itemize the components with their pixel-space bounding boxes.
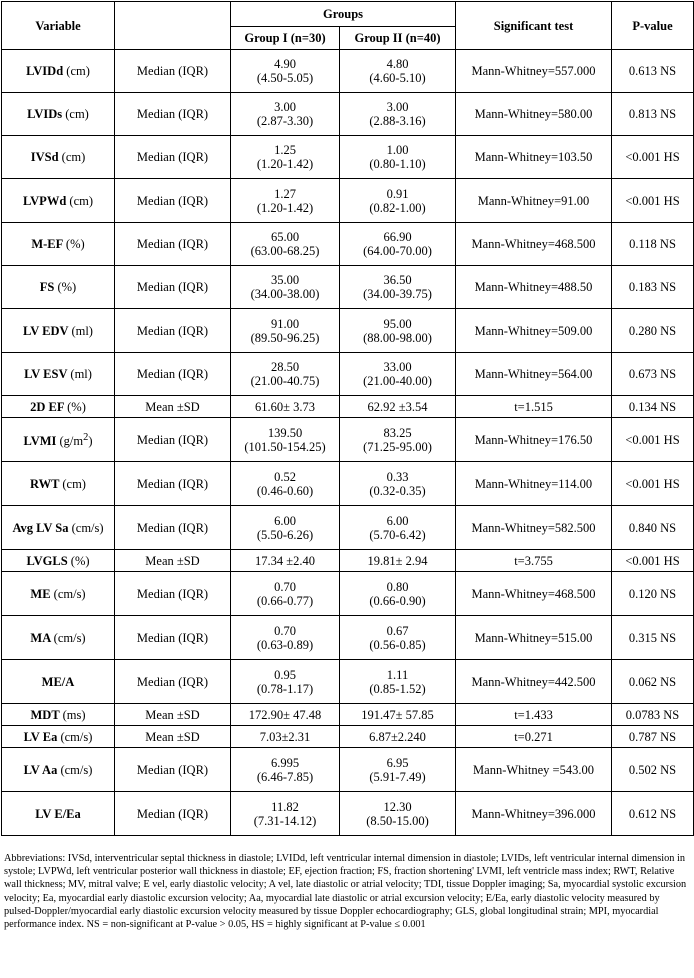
variable-cell (2, 550, 115, 572)
variable-name: LV EDV (23, 323, 69, 338)
p-value-cell: 0.813 NS (612, 93, 694, 136)
table-row (2, 50, 694, 93)
variable-unit: (cm) (69, 193, 94, 208)
test-cell: Mann-Whitney=582.500 (456, 506, 612, 550)
group-2-cell: 19.81± 2.94 (340, 550, 456, 572)
variable-name: LVIDs (27, 107, 63, 121)
group-2-cell: 3.00 (2.88-3.16) (340, 93, 456, 136)
p-value-cell: 0.840 NS (612, 506, 694, 550)
variable-name: FS (39, 280, 55, 294)
variable-name: ME (30, 586, 51, 601)
variable-unit: (cm/s) (53, 586, 86, 601)
table-row (2, 704, 694, 726)
p-value-cell: 0.787 NS (612, 726, 694, 748)
variable-cell (2, 136, 115, 179)
test-cell: Mann-Whitney=515.00 (456, 616, 612, 660)
table-row (2, 266, 694, 309)
header-statistic (115, 2, 231, 50)
p-value-cell: 0.134 NS (612, 396, 694, 418)
variable-cell (2, 506, 115, 550)
variable-name: RWT (30, 476, 60, 491)
table-row (2, 462, 694, 506)
variable-name: LV E/Ea (35, 806, 81, 821)
group-1-cell: 28.50 (21.00-40.75) (231, 353, 340, 396)
p-value-cell: <0.001 HS (612, 418, 694, 462)
variable-unit: (ml) (70, 367, 92, 381)
variable-unit: $(g/m^2)$ (59, 431, 93, 449)
variable-cell (2, 179, 115, 223)
test-cell: Mann-Whitney=103.50 (456, 136, 612, 179)
table-row (2, 309, 694, 353)
variable-cell (2, 660, 115, 704)
statistic-cell: Median (IQR) (115, 93, 231, 136)
group-1-cell: 0.95 (0.78-1.17) (231, 660, 340, 704)
group-2-cell: 0.80 (0.66-0.90) (340, 572, 456, 616)
statistic-cell: Median (IQR) (115, 50, 231, 93)
test-cell: Mann-Whitney=468.500 (456, 223, 612, 266)
table-row (2, 550, 694, 572)
variable-name: LV ESV (24, 367, 68, 381)
variable-cell (2, 726, 115, 748)
test-cell: t=1.433 (456, 704, 612, 726)
test-cell: Mann-Whitney=468.500 (456, 572, 612, 616)
group-1-cell: 1.27 (1.20-1.42) (231, 179, 340, 223)
group-1-cell: 139.50 (101.50-154.25) (231, 418, 340, 462)
variable-unit: (%) (67, 399, 86, 414)
variable-unit: (cm) (66, 64, 90, 78)
statistic-cell: Median (IQR) (115, 462, 231, 506)
variable-cell (2, 50, 115, 93)
variable-unit: (cm/s) (71, 520, 104, 535)
table-row (2, 93, 694, 136)
statistic-cell: Mean ±SD (115, 550, 231, 572)
group-1-cell: 61.60± 3.73 (231, 396, 340, 418)
statistic-cell: Mean ±SD (115, 704, 231, 726)
header-p-value: P-value (612, 2, 694, 50)
table-row (2, 748, 694, 792)
p-value-cell: 0.183 NS (612, 266, 694, 309)
statistic-cell: Median (IQR) (115, 223, 231, 266)
test-cell: t=0.271 (456, 726, 612, 748)
variable-cell (2, 704, 115, 726)
test-cell: t=3.755 (456, 550, 612, 572)
table-row (2, 396, 694, 418)
group-2-cell: 0.91 (0.82-1.00) (340, 179, 456, 223)
group-2-cell: 6.95 (5.91-7.49) (340, 748, 456, 792)
group-1-cell: 1.25 (1.20-1.42) (231, 136, 340, 179)
variable-name: LVGLS (26, 553, 68, 568)
test-cell: Mann-Whitney=564.00 (456, 353, 612, 396)
table-row (2, 418, 694, 462)
group-1-cell: 172.90± 47.48 (231, 704, 340, 726)
table-row (2, 660, 694, 704)
group-2-cell: 1.11 (0.85-1.52) (340, 660, 456, 704)
statistic-cell: Median (IQR) (115, 309, 231, 353)
variable-name: MA (30, 630, 51, 645)
group-2-cell: 0.33 (0.32-0.35) (340, 462, 456, 506)
variable-unit: (%) (57, 280, 77, 294)
test-cell: Mann-Whitney=176.50 (456, 418, 612, 462)
group-2-cell: 1.00 (0.80-1.10) (340, 136, 456, 179)
variable-name: MDT (30, 707, 60, 722)
variable-name: LV Aa (23, 762, 58, 777)
group-1-cell: 0.52 (0.46-0.60) (231, 462, 340, 506)
test-cell: Mann-Whitney=396.000 (456, 792, 612, 836)
variable-cell (2, 616, 115, 660)
table-row (2, 792, 694, 836)
variable-unit: (ml) (71, 323, 93, 338)
variable-cell (2, 572, 115, 616)
group-1-cell: 91.00 (89.50-96.25) (231, 309, 340, 353)
statistic-cell: Median (IQR) (115, 418, 231, 462)
variable-unit: (cm) (65, 107, 89, 121)
group-1-cell: 0.70 (0.63-0.89) (231, 616, 340, 660)
variable-cell (2, 462, 115, 506)
statistic-cell: Median (IQR) (115, 266, 231, 309)
group-1-cell: 17.34 ±2.40 (231, 550, 340, 572)
group-2-cell: 95.00 (88.00-98.00) (340, 309, 456, 353)
header-significant-test: Significant test (456, 2, 612, 50)
test-cell: Mann-Whitney=91.00 (456, 179, 612, 223)
p-value-cell: <0.001 HS (612, 179, 694, 223)
header-group-1: Group I (n=30) (231, 27, 340, 50)
variable-cell (2, 792, 115, 836)
test-cell: t=1.515 (456, 396, 612, 418)
group-2-cell: 83.25 (71.25-95.00) (340, 418, 456, 462)
variable-cell (2, 266, 115, 309)
group-1-cell: 7.03±2.31 (231, 726, 340, 748)
test-cell: Mann-Whitney=442.500 (456, 660, 612, 704)
table-row (2, 179, 694, 223)
p-value-cell: 0.612 NS (612, 792, 694, 836)
variable-name: 2D EF (30, 399, 65, 414)
group-1-cell: 0.70 (0.66-0.77) (231, 572, 340, 616)
variable-unit: (cm) (61, 150, 86, 164)
p-value-cell: 0.120 NS (612, 572, 694, 616)
variable-name: M-EF (31, 237, 63, 251)
variable-cell (2, 396, 115, 418)
p-value-cell: 0.062 NS (612, 660, 694, 704)
group-2-cell: 6.00 (5.70-6.42) (340, 506, 456, 550)
group-1-cell: 6.995 (6.46-7.85) (231, 748, 340, 792)
variable-name: LVMI (23, 434, 57, 449)
variable-cell (2, 309, 115, 353)
p-value-cell: <0.001 HS (612, 462, 694, 506)
statistic-cell: Median (IQR) (115, 353, 231, 396)
abbreviations-note: Abbreviations: IVSd, interventricular septal thickness in diastole; LVIDd, left ventricular internal dimension in diastole; LVIDs, left ventricular internal dimension in systole; LVPWd, left ventricular posterior wall thickness in diastole; EF, ejection fraction; FS, fraction shortening' LVMI, left ventricle mass index; RWT, Relative wall thickness; MV, mitral valve; E vel, early diastolic velocity; A vel, late diastolic or atrial velocity; TDI, tissue Doppler imaging; Sa, myocardial systolic excursion velocity; Ea, myocardial early diastolic excursion velocity; Aa, myocardial late diastolic or atrial excursion velocity; E/Ea, early diastolic velocity measured by pulsed-Doppler/myocardial early diastolic excursion velocity measured by tissue Doppler echocardiography; GLS, global longitudinal strain; MPI, myocardial performance index. NS = non-significant at P-value > 0.05, HS = highly significant at P-value ≤ 0.001 (4, 853, 687, 931)
statistic-cell: Median (IQR) (115, 506, 231, 550)
p-value-cell: 0.613 NS (612, 50, 694, 93)
variable-cell (2, 223, 115, 266)
p-value-cell: 0.118 NS (612, 223, 694, 266)
table-row (2, 353, 694, 396)
table-row (2, 506, 694, 550)
variable-unit: (%) (70, 553, 90, 568)
p-value-cell: 0.315 NS (612, 616, 694, 660)
group-2-cell: 191.47± 57.85 (340, 704, 456, 726)
table-row (2, 572, 694, 616)
header-variable: Variable (2, 2, 115, 50)
statistic-cell: Median (IQR) (115, 792, 231, 836)
variable-cell (2, 748, 115, 792)
test-cell: Mann-Whitney=557.000 (456, 50, 612, 93)
p-value-cell: 0.502 NS (612, 748, 694, 792)
statistic-cell: Median (IQR) (115, 136, 231, 179)
variable-unit: (cm/s) (60, 762, 93, 777)
group-2-cell: 12.30 (8.50-15.00) (340, 792, 456, 836)
test-cell: Mann-Whitney=114.00 (456, 462, 612, 506)
variable-name: ME/A (41, 674, 75, 689)
group-2-cell: 0.67 (0.56-0.85) (340, 616, 456, 660)
group-2-cell: 33.00 (21.00-40.00) (340, 353, 456, 396)
group-1-cell: 11.82 (7.31-14.12) (231, 792, 340, 836)
p-value-cell: 0.0783 NS (612, 704, 694, 726)
test-cell: Mann-Whitney =543.00 (456, 748, 612, 792)
variable-unit: (ms) (62, 707, 86, 722)
variable-name: Avg LV Sa (12, 520, 69, 535)
group-1-cell: 4.90 (4.50-5.05) (231, 50, 340, 93)
group-2-cell: 36.50 (34.00-39.75) (340, 266, 456, 309)
variable-cell (2, 353, 115, 396)
group-1-cell: 6.00 (5.50-6.26) (231, 506, 340, 550)
table-row (2, 616, 694, 660)
p-value-cell: <0.001 HS (612, 136, 694, 179)
variable-name: IVSd (30, 150, 59, 164)
header-group-2: Group II (n=40) (340, 27, 456, 50)
group-1-cell: 35.00 (34.00-38.00) (231, 266, 340, 309)
group-2-cell: 6.87±2.240 (340, 726, 456, 748)
statistic-cell: Mean ±SD (115, 396, 231, 418)
variable-name: LV Ea (23, 729, 58, 744)
group-2-cell: 66.90 (64.00-70.00) (340, 223, 456, 266)
statistic-cell: Median (IQR) (115, 616, 231, 660)
variable-name: LVIDd (26, 64, 64, 78)
header-groups: Groups (231, 2, 456, 27)
variable-cell (2, 93, 115, 136)
statistic-cell: Median (IQR) (115, 748, 231, 792)
table-body (2, 50, 694, 836)
variable-unit: (%) (65, 237, 85, 251)
test-cell: Mann-Whitney=509.00 (456, 309, 612, 353)
p-value-cell: 0.280 NS (612, 309, 694, 353)
p-value-cell: <0.001 HS (612, 550, 694, 572)
group-1-cell: 65.00 (63.00-68.25) (231, 223, 340, 266)
group-2-cell: 4.80 (4.60-5.10) (340, 50, 456, 93)
statistic-cell: Median (IQR) (115, 179, 231, 223)
variable-cell (2, 418, 115, 462)
table-row (2, 726, 694, 748)
variable-unit: (cm) (62, 476, 86, 491)
results-table (1, 1, 694, 836)
variable-unit: (cm/s) (53, 630, 86, 645)
group-1-cell: 3.00 (2.87-3.30) (231, 93, 340, 136)
test-cell: Mann-Whitney=580.00 (456, 93, 612, 136)
p-value-cell: 0.673 NS (612, 353, 694, 396)
statistic-cell: Mean ±SD (115, 726, 231, 748)
statistic-cell: Median (IQR) (115, 660, 231, 704)
table-row (2, 136, 694, 179)
statistic-cell: Median (IQR) (115, 572, 231, 616)
variable-unit: (cm/s) (60, 729, 93, 744)
table-row (2, 223, 694, 266)
test-cell: Mann-Whitney=488.50 (456, 266, 612, 309)
variable-name: LVPWd (22, 193, 67, 208)
group-2-cell: 62.92 ±3.54 (340, 396, 456, 418)
